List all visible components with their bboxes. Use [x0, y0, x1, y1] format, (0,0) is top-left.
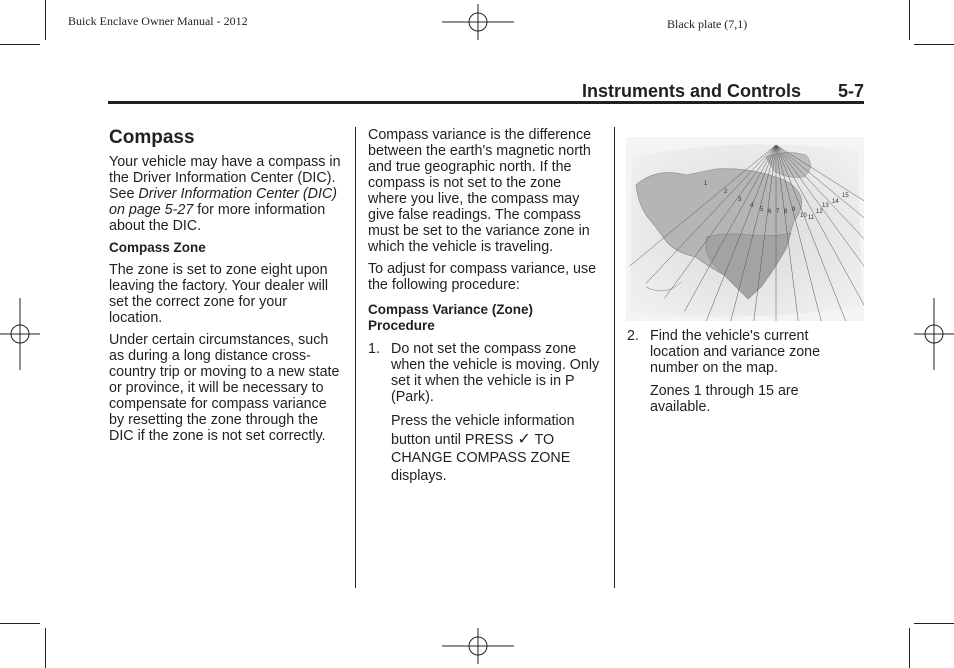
zone-label: 2: [724, 189, 728, 195]
page-title: Compass: [109, 127, 195, 148]
zone-label: 5: [760, 207, 764, 213]
section-title: Instruments and Controls: [582, 81, 802, 101]
zone-label: 1: [704, 181, 708, 187]
zone-label: 15: [842, 193, 849, 199]
intro-text: Your vehicle may have a compass in the Driver Information Center (DIC). See: [109, 154, 341, 202]
column-divider-2: [614, 127, 615, 588]
step-2-text: Find the vehicle's current location and variance zone number on the map.: [650, 328, 821, 376]
crop-mark-top-left-v: [45, 0, 46, 40]
step-1-text: Do not set the compass zone when the vehicle is moving. Only set it when the vehicle is in P (Park).: [391, 341, 600, 405]
step-2-zones-text: Zones 1 through 15 are available.: [650, 383, 799, 415]
paragraph-circumstances: Under certain circumstances, such as during a long distance cross-country trip or moving to a new state or province, it will be necessary to compensate for compass variance by resetting the zone through the DIC if the zone is not set correctly.: [109, 332, 340, 444]
press-text-end: TO CHANGE COMPASS ZONE displays.: [391, 432, 571, 484]
subheading-procedure: Compass Variance (Zone) Procedure: [368, 302, 534, 333]
crop-mark-top-right-h: [914, 44, 954, 45]
column-2: [368, 127, 600, 491]
procedure-step-1: [368, 341, 600, 485]
page-number: 5-7: [838, 81, 865, 101]
registration-mark-top: [442, 4, 514, 40]
paragraph-variance: Compass variance is the difference between the earth's magnetic north and true geographic north. If the compass is not set to the zone where you live, the compass may give false readings. The compass must be set to the variance zone in which the vehicle is traveling.: [368, 127, 592, 255]
press-text: Press the vehicle information button until PRESS: [391, 413, 575, 448]
header-rule: [108, 101, 864, 104]
step-1-press-text: [391, 412, 600, 485]
column-divider-1: [355, 127, 356, 588]
zone-label: 7: [776, 209, 780, 215]
zone-label: 6: [768, 209, 772, 215]
manual-title: Buick Enclave Owner Manual - 2012: [68, 14, 248, 28]
zone-label: 4: [750, 203, 754, 209]
registration-mark-left: [0, 298, 40, 370]
crop-mark-bottom-left-v: [45, 628, 46, 668]
paragraph-zone: The zone is set to zone eight upon leaving the factory. Your dealer will set the correct zone for your location.: [109, 262, 329, 326]
dic-cross-reference-link[interactable]: Driver Information Center (DIC) on page 5-27: [109, 186, 338, 218]
zone-label: 14: [832, 199, 839, 205]
zone-label: 9: [792, 207, 796, 213]
crop-mark-bottom-right-h: [914, 623, 954, 624]
zone-label: 8: [784, 209, 788, 215]
zone-label: 3: [738, 197, 742, 203]
zone-label: 12: [816, 209, 823, 215]
crop-mark-bottom-left-h: [0, 623, 40, 624]
paragraph-adjust: To adjust for compass variance, use the following procedure:: [368, 261, 597, 293]
subheading-compass-zone: Compass Zone: [109, 240, 206, 255]
crop-mark-top-right-v: [909, 0, 910, 40]
compass-zone-map: [626, 137, 864, 321]
registration-mark-right: [914, 298, 954, 370]
zone-label: 13: [822, 203, 829, 209]
step-number: 2.: [627, 328, 639, 344]
zone-label: 11: [808, 215, 815, 221]
zone-label: 10: [800, 213, 807, 219]
procedure-step-2: [627, 328, 859, 415]
checkmark-icon: ✓: [517, 429, 531, 448]
step-number: 1.: [368, 341, 380, 357]
intro-text-end: for more information about the DIC.: [109, 202, 326, 234]
registration-mark-bottom: [442, 628, 514, 664]
column-1: [109, 127, 341, 450]
crop-mark-bottom-right-v: [909, 628, 910, 668]
crop-mark-top-left-h: [0, 44, 40, 45]
column-3: [627, 328, 859, 421]
paragraph-intro: [109, 154, 341, 234]
plate-label: Black plate (7,1): [667, 17, 748, 31]
